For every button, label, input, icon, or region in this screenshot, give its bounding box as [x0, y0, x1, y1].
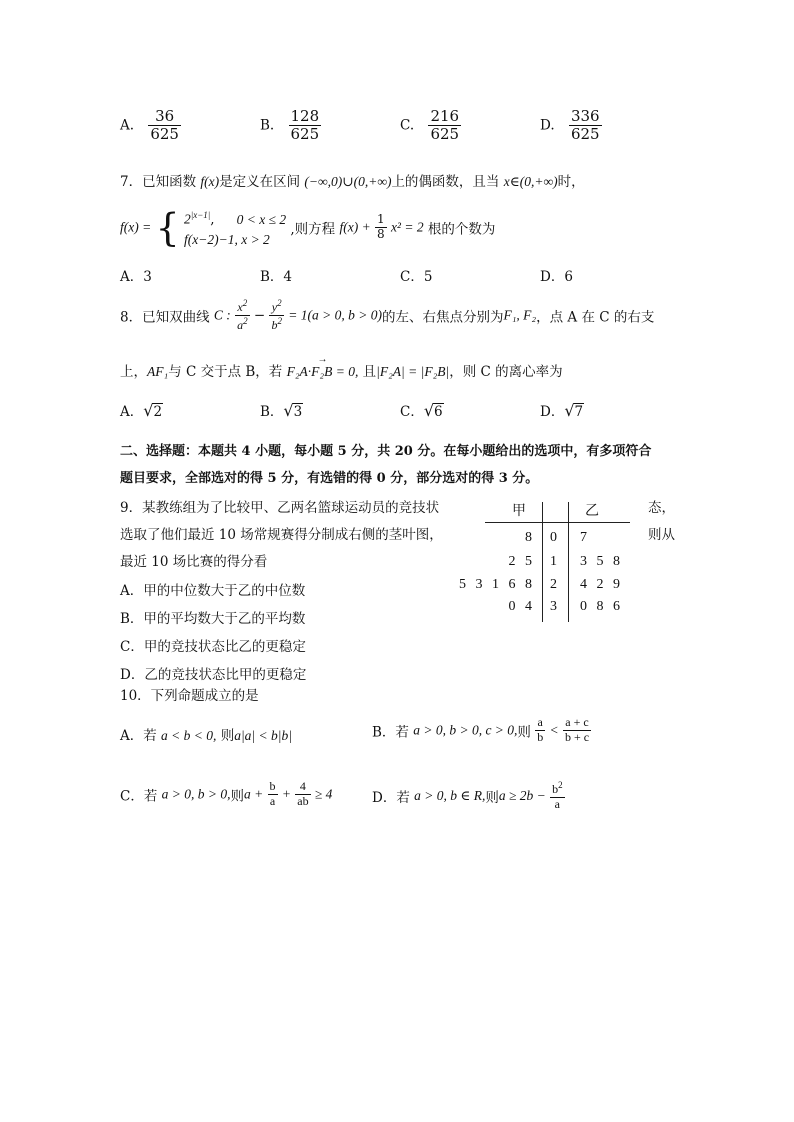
math: 2: [184, 211, 191, 227]
sqrt: √6: [423, 401, 443, 420]
option-label: B．: [260, 269, 284, 285]
header-right: 乙: [585, 504, 602, 519]
fraction: [375, 213, 387, 242]
option-label: C．: [400, 269, 424, 285]
numerator: 36: [148, 108, 181, 126]
stem-leaf-plot: [450, 500, 630, 625]
math: = 1(a > 0, b > 0): [288, 307, 382, 323]
option-value: 6: [434, 404, 443, 420]
option-value: 5: [423, 269, 433, 285]
q7-option-a: [120, 265, 152, 285]
q10-option-b: [372, 716, 591, 745]
math: a > 0, b ∈ R,: [414, 787, 486, 803]
fraction-b2-a: $\frac{b^2}{a}$: [552, 780, 563, 811]
option-label: A．: [120, 404, 144, 420]
q10-stem: 10．下列命题成立的是: [120, 688, 259, 704]
q8-option-d: [540, 400, 584, 420]
q9-line1: 9．某教练组为了比较甲、乙两名篮球运动员的竞技状: [120, 500, 440, 516]
section2-heading-line1: 二、选择题：本题共 4 小题，每小题 5 分，共 20 分。在每小题给出的选项中，有多项符合: [120, 444, 652, 459]
option-label: A．若: [120, 728, 157, 744]
option-label: B．: [260, 404, 284, 420]
option-value: 3: [293, 404, 303, 420]
header-left: 甲: [512, 504, 529, 519]
fraction-ac-bc: $\frac{a + c}{b + c}$: [564, 715, 590, 744]
denominator: 8: [377, 226, 385, 241]
fraction: [289, 108, 322, 144]
math: f(x) +: [339, 219, 371, 235]
question-number: 7．: [120, 174, 143, 190]
text: 且: [362, 364, 377, 380]
header-rule: [485, 522, 630, 523]
text: ,则方程: [290, 221, 336, 238]
q8-line2: [120, 360, 563, 380]
row-left: 8: [525, 530, 535, 545]
q9-line2: 选取了他们最近 10 场常规赛得分制成右侧的茎叶图，: [120, 527, 443, 543]
math: f(x) =: [120, 219, 152, 235]
fraction-y2-b2: $\frac{y^2}{b^2}$: [271, 298, 282, 332]
row-left: 2 5: [508, 554, 535, 569]
left-brace: {: [155, 205, 180, 250]
q8-option-b: [260, 400, 303, 420]
math: (−∞,0)∪(0,+∞): [304, 174, 392, 189]
q7-piecewise-line: [120, 205, 495, 250]
text: 已知函数: [142, 174, 197, 190]
denominator: 625: [570, 125, 600, 144]
text: ，则 C 的离心率为: [449, 364, 563, 380]
math: a < b < 0,: [161, 728, 217, 743]
row-right: 3 5 8: [580, 554, 623, 569]
text: 时，: [557, 174, 585, 190]
row-right: 0 8 6: [580, 599, 623, 614]
option-value: 4: [283, 269, 293, 285]
math: a > 0, b > 0,: [161, 786, 231, 802]
case-1: [184, 205, 286, 230]
option-value: 6: [564, 269, 573, 285]
text: ，点 A 在 C 的右支: [536, 309, 655, 326]
math: +: [281, 786, 291, 802]
math: F₁, F₂: [503, 307, 537, 323]
option-label: A.: [120, 117, 135, 134]
fraction-4-ab: $\frac{4}{ab}$: [297, 779, 309, 808]
q6-option-c: [400, 108, 461, 144]
math: |F₂A| = |F₂B|: [376, 364, 450, 379]
math: a > 0, b > 0, c > 0,: [413, 722, 518, 738]
option-label: C．: [400, 404, 424, 420]
option-value: 7: [574, 404, 584, 420]
text: 则: [485, 789, 499, 806]
math-vector-dot: → F₂A·F₂B = 0,: [287, 364, 359, 380]
q6-option-d: [540, 108, 602, 144]
section2-heading-line2: 题目要求，全部选对的得 5 分，有选错的得 0 分，部分选对的得 3 分。: [120, 471, 539, 486]
q9-line1-tail: 态，: [648, 500, 675, 516]
sqrt: √3: [283, 401, 303, 420]
fraction: [428, 108, 461, 144]
math: ≥ 4: [314, 786, 333, 802]
q10-option-c: [120, 780, 332, 809]
option-value: 3: [143, 269, 152, 285]
math: x∈(0,+∞): [503, 174, 558, 189]
text: 上的偶函数，且当: [391, 174, 500, 190]
q7-option-d: [540, 265, 573, 285]
numerator: 216: [430, 107, 460, 125]
q6-option-a: [120, 108, 181, 144]
option-label: B.: [260, 117, 275, 134]
text: ,: [210, 211, 215, 228]
option-value: 2: [153, 404, 163, 420]
q10-option-a: [120, 724, 292, 744]
option-label: C.: [400, 117, 415, 134]
q6-option-b: [260, 108, 321, 144]
math: a|a| < b|b|: [234, 728, 292, 743]
q8-option-a: [120, 400, 163, 420]
denominator: 625: [290, 125, 320, 144]
option-label: B．若: [372, 724, 409, 741]
text: 是定义在区间: [219, 174, 301, 190]
math: f(x): [200, 174, 220, 189]
stem-divider-right: [568, 502, 569, 622]
text: 根的个数为: [427, 221, 496, 238]
row-stem: 2: [550, 577, 560, 592]
option-label: D.: [540, 117, 555, 134]
minus-sign: −: [253, 307, 266, 324]
q9-option-d: D．乙的竞技状态比甲的更稳定: [120, 667, 307, 683]
case-2: f(x−2)−1, x > 2: [184, 231, 270, 247]
row-right: 7: [580, 530, 590, 545]
option-label: C．若: [120, 788, 158, 805]
text: 则: [517, 724, 531, 741]
sqrt: √7: [564, 401, 584, 420]
row-left: 0 4: [508, 599, 535, 614]
text: 则: [230, 788, 244, 805]
text: 则: [220, 728, 235, 744]
q9-option-c: C．甲的竞技状态比乙的更稳定: [120, 639, 306, 655]
fraction-b-a: $\frac{b}{a}$: [269, 779, 276, 808]
denominator: 625: [430, 125, 460, 144]
text: 上，: [120, 364, 147, 380]
text: 的左、右焦点分别为: [381, 309, 504, 326]
denominator: 625: [150, 125, 179, 144]
row-stem: 0: [550, 530, 560, 545]
q10-option-d: [372, 780, 565, 812]
sqrt: √2: [143, 401, 163, 420]
math: a ≥ 2b −: [498, 787, 546, 803]
row-stem: 1: [550, 554, 560, 569]
q9-line2-tail: 则从: [648, 527, 675, 543]
math: C :: [213, 307, 231, 323]
row-left: 5 3 1 6 8: [459, 577, 535, 592]
piecewise-cases: [184, 205, 286, 250]
q7-option-c: [400, 265, 432, 285]
option-label: D．: [540, 269, 565, 285]
math: AF₁: [147, 364, 169, 379]
q8-option-c: [400, 400, 444, 420]
fraction: [148, 108, 181, 144]
numerator: 336: [570, 107, 600, 125]
option-label: D．: [540, 404, 565, 420]
row-stem: 3: [550, 599, 560, 614]
math: a +: [244, 786, 264, 802]
q9-option-b: B．甲的平均数大于乙的平均数: [120, 611, 306, 627]
fraction-a-b: $\frac{a}{b}$: [537, 715, 544, 744]
q7-line1: [120, 170, 585, 190]
option-label: D．若: [372, 789, 410, 806]
text: 与 C 交于点 B，若: [168, 364, 283, 380]
q9-option-a: A．甲的中位数大于乙的中位数: [120, 583, 306, 599]
q9-line3: 最近 10 场比赛的得分看: [120, 554, 268, 570]
math: <: [549, 722, 559, 738]
numerator: 128: [290, 107, 320, 125]
q8-line1: [120, 298, 654, 333]
text: 已知双曲线: [142, 309, 210, 326]
numerator: 1: [377, 211, 385, 226]
exponent: |x−1|: [190, 210, 211, 220]
fraction: [569, 108, 602, 144]
question-number: 8．: [120, 309, 143, 326]
option-label: A．: [120, 269, 144, 285]
math: x² = 2: [390, 219, 424, 235]
math: 0 < x ≤ 2: [236, 211, 287, 227]
fraction-x2-a2: $\frac{x^2}{a^2}$: [237, 298, 248, 332]
row-right: 4 2 9: [580, 577, 623, 592]
stem-divider-left: [542, 502, 543, 622]
q7-option-b: [260, 265, 292, 285]
